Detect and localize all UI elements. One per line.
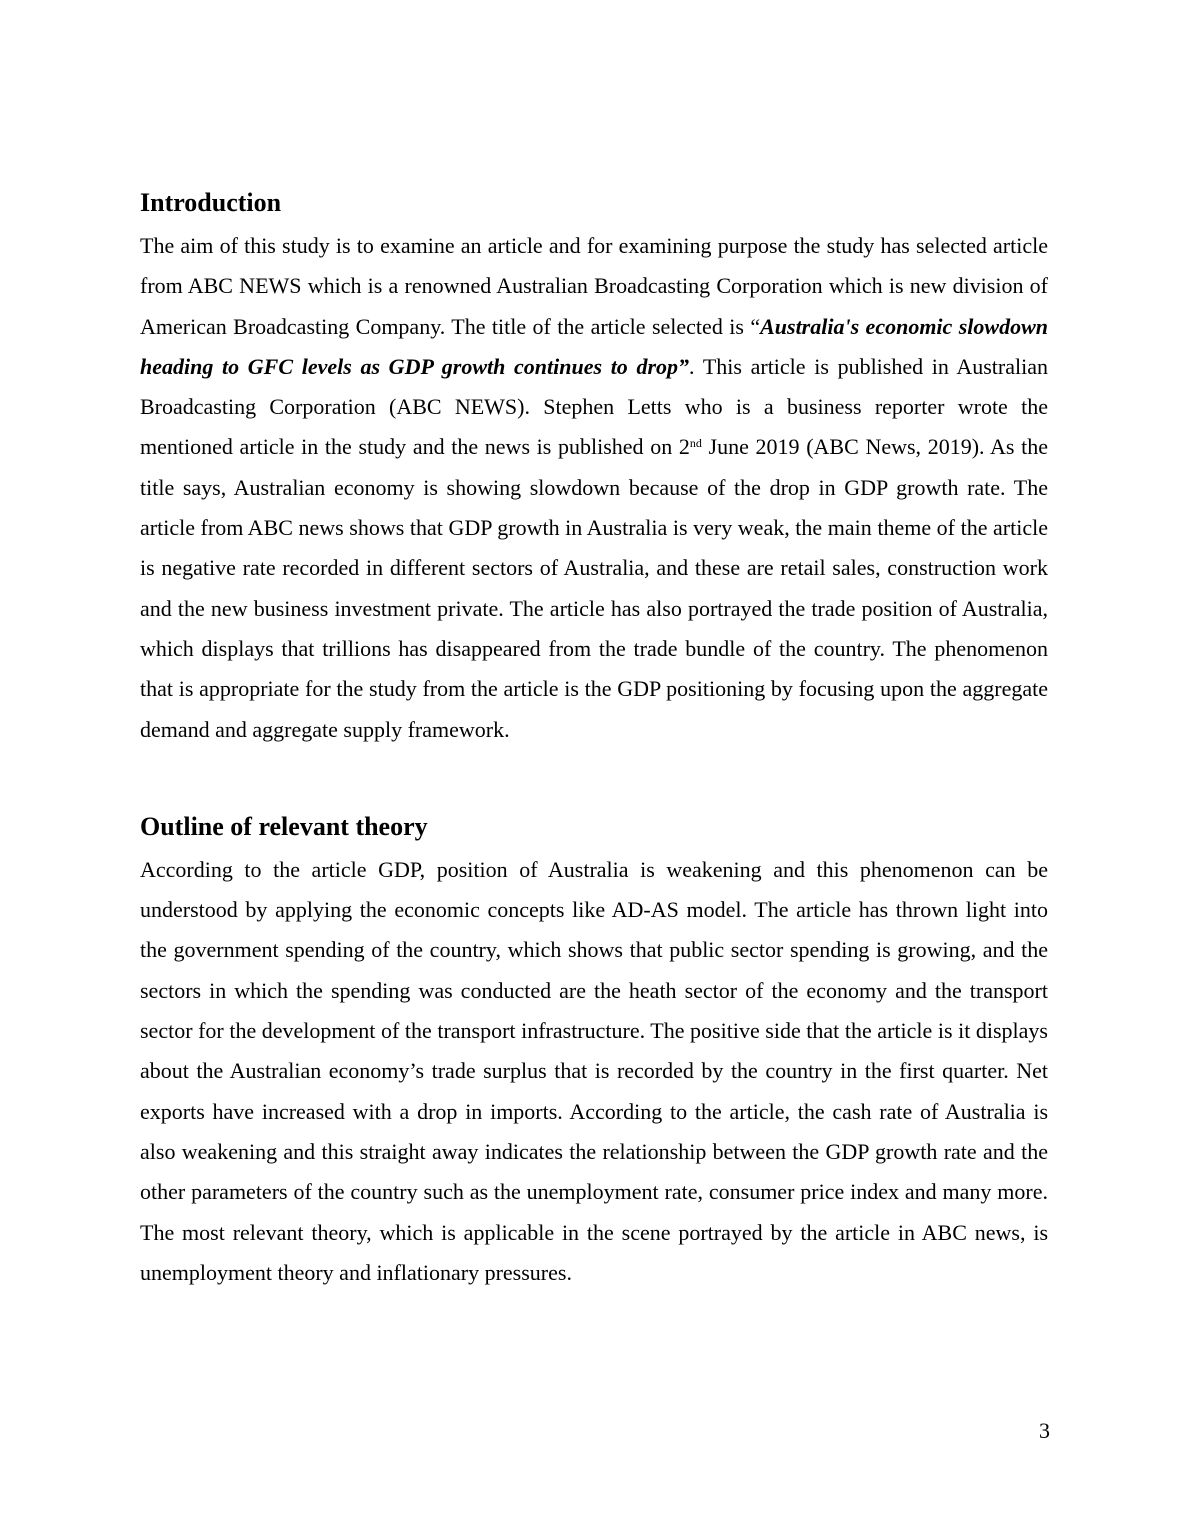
date-ordinal-suffix: nd <box>689 436 702 451</box>
introduction-paragraph <box>140 226 1048 750</box>
page-content <box>140 184 1048 1293</box>
page-number: 3 <box>1039 1418 1050 1443</box>
introduction-text-part-3: June 2019 (ABC News, 2019). As the title says, Australian economy is showing slowdown because of the drop in GDP growth rate. The article from ABC news shows that GDP growth in Australia is very weak, the main theme of the article is negative rate recorded in different sectors of Australia, and these are retail sales, construction work and the new business investment private. The article has also portrayed the trade position of Australia, which displays that trillions has disappeared from the trade bundle of the country. The phenomenon that is appropriate for the study from the article is the GDP positioning by focusing upon the aggregate demand and aggregate supply framework. <box>140 434 1048 742</box>
theory-paragraph: According to the article GDP, position of Australia is weakening and this phenomenon can be understood by applying the economic concepts like AD-AS model. The article has thrown light into the government spending of the country, which shows that public sector spending is growing, and the sectors in which the spending was conducted are the heath sector of the economy and the transport sector for the development of the transport infrastructure. The positive side that the article is it displays about the Australian economy’s trade surplus that is recorded by the country in the first quarter. Net exports have increased with a drop in imports. According to the article, the cash rate of Australia is also weakening and this straight away indicates the relationship between the GDP growth rate and the other parameters of the country such as the unemployment rate, consumer price index and many more. The most relevant theory, which is applicable in the scene portrayed by the article in ABC news, is unemployment theory and inflationary pressures. <box>140 856 1048 1285</box>
introduction-text-part-1: The aim of this study is to examine an article and for examining purpose the study has selected article from ABC NEWS which is a renowned Australian Broadcasting Corporation which is new division of American Broadcasting Company. The title of the article selected is “ <box>140 233 1048 339</box>
section-spacer <box>140 750 1048 808</box>
theory-heading: Outline of relevant theory <box>140 811 428 841</box>
article-title-quote: Australia's economic slowdown heading to GFC levels as GDP growth continues to drop” <box>140 313 1048 379</box>
introduction-heading: Introduction <box>140 188 282 217</box>
introduction-text-part-2: . This article is published in Australian Broadcasting Corporation (ABC NEWS). Stephen Letts who is a business reporter wrote the mentioned article in the study and the news is published on 2 <box>140 353 1049 460</box>
